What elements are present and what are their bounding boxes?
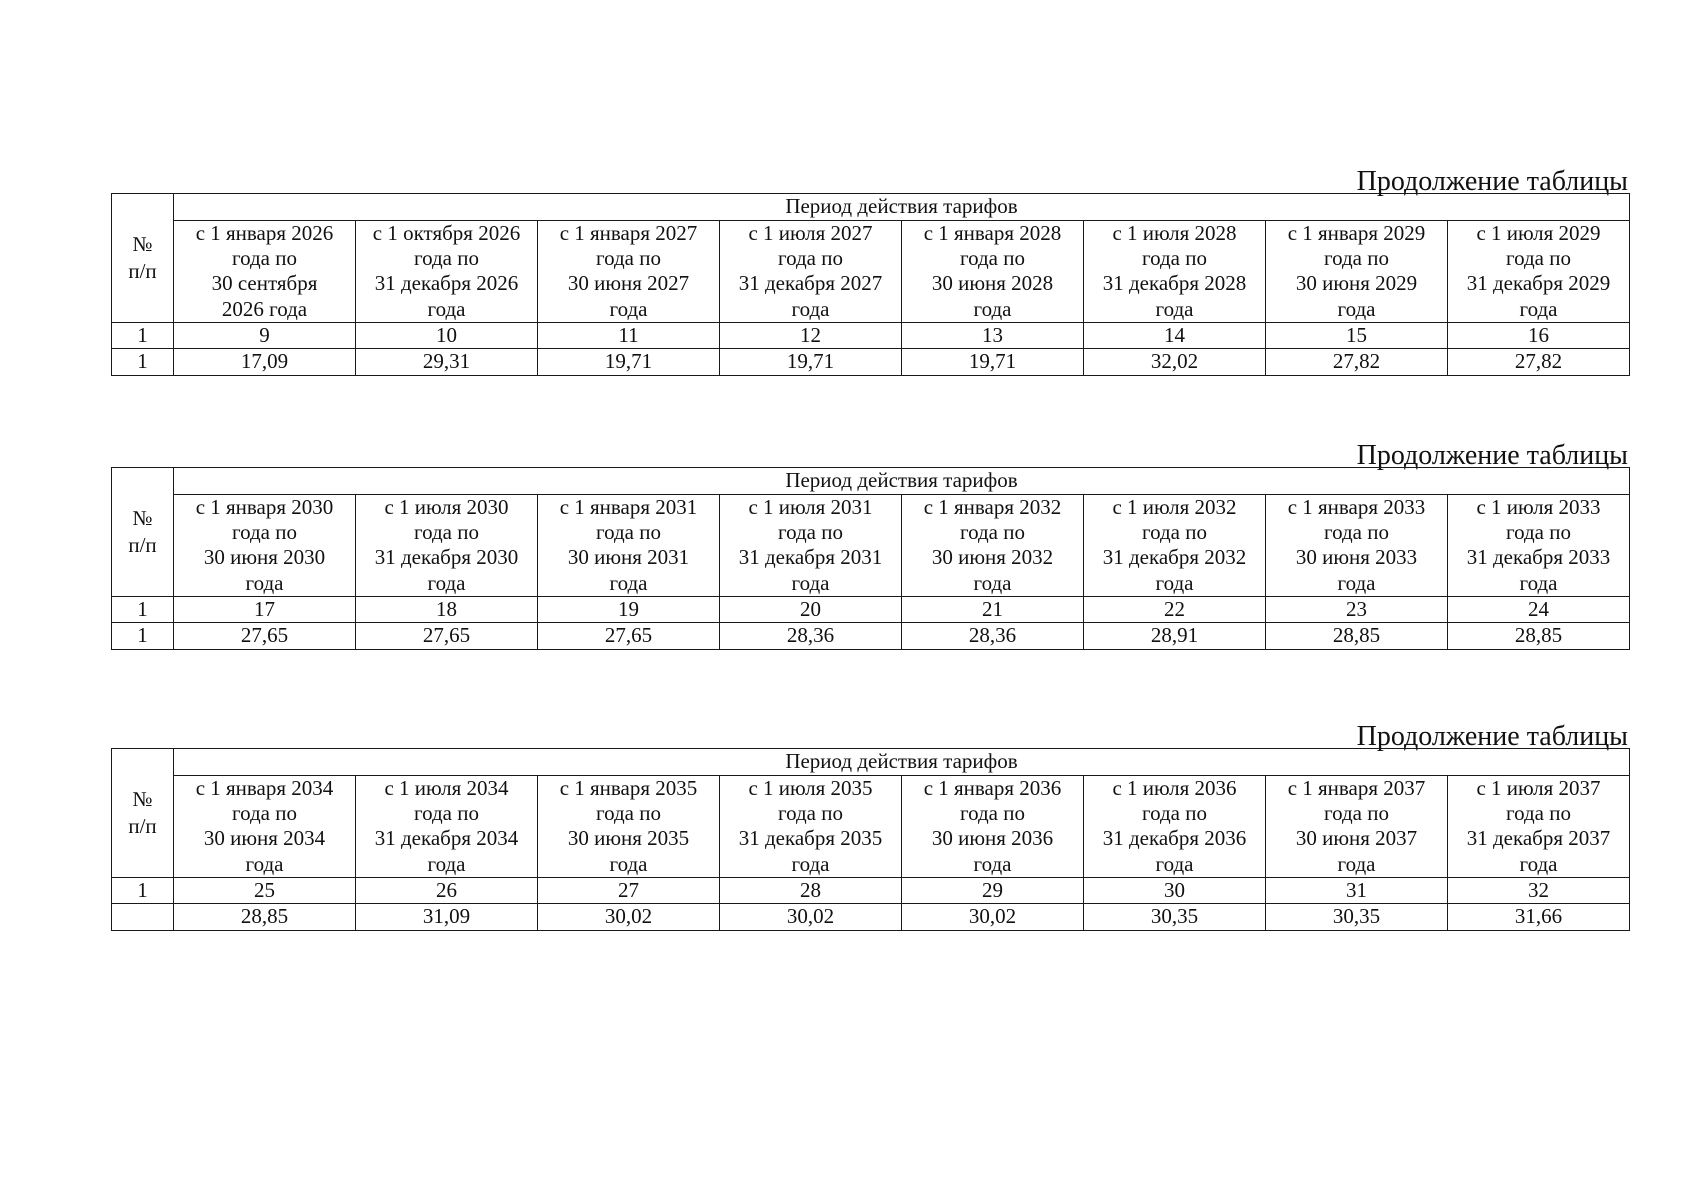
row-number-header — [112, 468, 174, 597]
column-index-cell: 21 — [902, 596, 1084, 622]
row-number-header — [112, 194, 174, 323]
period-header-line: 30 июня 2031 — [567, 545, 690, 570]
period-header-line: года по — [778, 246, 843, 271]
column-index-cell: 9 — [174, 322, 356, 348]
period-header-line: 31 декабря 2028 — [1102, 271, 1247, 296]
tariff-value-cell: 28,36 — [720, 622, 902, 649]
tariff-value-cell: 19,71 — [902, 348, 1084, 375]
column-index-cell: 19 — [538, 596, 720, 622]
period-header-line: 31 декабря 2032 — [1102, 545, 1247, 570]
period-header-line: с 1 января 2029 — [1287, 221, 1426, 245]
column-index-cell: 11 — [538, 322, 720, 348]
period-header-line: года — [609, 570, 648, 595]
tariff-table — [111, 193, 1630, 376]
period-header-line: года по — [414, 520, 479, 545]
column-index-cell: 15 — [1266, 322, 1448, 348]
period-header-line: с 1 января 2031 — [559, 495, 698, 519]
column-index-cell: 31 — [1266, 877, 1448, 903]
period-header-line: 30 июня 2029 — [1295, 271, 1418, 296]
row-number-header-line: п/п — [128, 532, 157, 557]
period-header-line: года — [1519, 296, 1558, 321]
tariff-value-cell: 19,71 — [538, 348, 720, 375]
period-header-line: года по — [1142, 246, 1207, 271]
period-header-line: 30 июня 2037 — [1295, 826, 1418, 851]
column-index-cell: 18 — [356, 596, 538, 622]
period-header-line: с 1 июля 2036 — [1112, 776, 1237, 800]
period-header-line: 30 июня 2036 — [931, 826, 1054, 851]
column-index-cell: 12 — [720, 322, 902, 348]
period-header-line: 31 декабря 2027 — [738, 271, 883, 296]
period-header-line: 30 июня 2030 — [203, 545, 326, 570]
table-caption: Продолжение таблицы — [1356, 721, 1628, 752]
period-group-header: Период действия тарифов — [174, 194, 1630, 221]
period-header-line: с 1 июля 2034 — [384, 776, 509, 800]
period-header-line: года по — [232, 801, 297, 826]
period-header-line: с 1 июля 2028 — [1112, 221, 1237, 245]
period-header-line: года по — [1142, 520, 1207, 545]
period-header-line: 31 декабря 2031 — [738, 545, 883, 570]
period-header-cell — [1266, 221, 1448, 323]
period-header-line: 30 сентября — [211, 271, 318, 296]
tariff-value-cell: 28,85 — [1448, 622, 1630, 649]
period-header-line: 31 декабря 2034 — [374, 826, 519, 851]
period-header-line: года — [973, 296, 1012, 321]
column-index-row — [112, 596, 1630, 622]
period-header-line: года по — [960, 801, 1025, 826]
tariff-value-cell: 30,35 — [1084, 903, 1266, 930]
tariff-value-cell: 19,71 — [720, 348, 902, 375]
header-row — [112, 468, 1630, 495]
row-number-cell — [112, 903, 174, 930]
period-header-line: года — [609, 851, 648, 876]
column-index-cell: 14 — [1084, 322, 1266, 348]
period-header-line: 31 декабря 2026 — [374, 271, 519, 296]
tariff-value-cell: 31,66 — [1448, 903, 1630, 930]
period-header-row — [112, 776, 1630, 878]
tariff-table — [111, 467, 1630, 650]
tariff-value-cell: 29,31 — [356, 348, 538, 375]
tariff-value-row — [112, 903, 1630, 930]
period-header-line: с 1 января 2036 — [923, 776, 1062, 800]
column-index-cell: 27 — [538, 877, 720, 903]
period-header-line: 31 декабря 2033 — [1466, 545, 1611, 570]
column-index-row — [112, 877, 1630, 903]
row-number-cell: 1 — [112, 877, 174, 903]
period-header-line: года — [609, 296, 648, 321]
period-header-line: года — [1337, 570, 1376, 595]
period-header-line: года по — [414, 801, 479, 826]
tariff-value-cell: 27,65 — [538, 622, 720, 649]
tariff-value-cell: 30,35 — [1266, 903, 1448, 930]
period-header-cell — [538, 495, 720, 597]
period-header-line: года по — [596, 246, 661, 271]
period-header-cell — [1448, 495, 1630, 597]
period-header-line: года по — [596, 520, 661, 545]
period-header-cell — [1084, 221, 1266, 323]
period-header-line: с 1 января 2033 — [1287, 495, 1426, 519]
period-header-line: года по — [1324, 246, 1389, 271]
tariff-value-cell: 28,36 — [902, 622, 1084, 649]
tariff-value-row — [112, 622, 1630, 649]
period-header-line: с 1 июля 2032 — [1112, 495, 1237, 519]
column-index-row — [112, 322, 1630, 348]
tariff-value-row — [112, 348, 1630, 375]
period-group-header: Период действия тарифов — [174, 749, 1630, 776]
period-header-line: года — [1337, 296, 1376, 321]
period-header-line: 2026 года — [221, 296, 308, 321]
period-header-cell — [1266, 495, 1448, 597]
period-header-line: с 1 июля 2030 — [384, 495, 509, 519]
period-header-line: года — [791, 851, 830, 876]
period-header-cell — [356, 495, 538, 597]
period-header-cell — [720, 495, 902, 597]
period-header-cell — [1266, 776, 1448, 878]
tariff-table — [111, 748, 1630, 931]
period-header-line: года по — [960, 246, 1025, 271]
period-header-line: года — [245, 570, 284, 595]
period-header-line: 31 декабря 2035 — [738, 826, 883, 851]
period-header-line: 30 июня 2028 — [931, 271, 1054, 296]
period-header-line: года по — [778, 520, 843, 545]
period-header-line: года — [1155, 570, 1194, 595]
period-header-line: года — [245, 851, 284, 876]
row-number-cell: 1 — [112, 596, 174, 622]
period-header-line: 30 июня 2027 — [567, 271, 690, 296]
period-header-cell — [720, 776, 902, 878]
period-header-line: 30 июня 2033 — [1295, 545, 1418, 570]
row-number-header — [112, 749, 174, 878]
period-header-line: года — [1337, 851, 1376, 876]
period-header-cell — [1448, 776, 1630, 878]
period-header-line: с 1 июля 2037 — [1476, 776, 1601, 800]
period-header-line: года по — [414, 246, 479, 271]
column-index-cell: 32 — [1448, 877, 1630, 903]
period-header-line: года по — [232, 246, 297, 271]
period-group-header: Период действия тарифов — [174, 468, 1630, 495]
period-header-line: года — [973, 851, 1012, 876]
period-header-line: с 1 января 2027 — [559, 221, 698, 245]
row-number-header-line: № — [132, 786, 153, 811]
period-header-line: года — [1155, 296, 1194, 321]
period-header-row — [112, 495, 1630, 597]
tariff-value-cell: 28,85 — [174, 903, 356, 930]
row-number-header-line: п/п — [128, 813, 157, 838]
column-index-cell: 29 — [902, 877, 1084, 903]
period-header-line: года по — [1142, 801, 1207, 826]
period-header-line: года — [427, 851, 466, 876]
period-header-line: года по — [1506, 246, 1571, 271]
period-header-line: с 1 января 2035 — [559, 776, 698, 800]
period-header-line: с 1 января 2034 — [195, 776, 334, 800]
tariff-value-cell: 27,65 — [174, 622, 356, 649]
column-index-cell: 28 — [720, 877, 902, 903]
period-header-line: года — [791, 296, 830, 321]
period-header-line: года по — [960, 520, 1025, 545]
period-header-line: года по — [1506, 520, 1571, 545]
period-header-line: года по — [1324, 520, 1389, 545]
period-header-cell — [356, 221, 538, 323]
period-header-line: с 1 июля 2029 — [1476, 221, 1601, 245]
tariff-value-cell: 27,82 — [1266, 348, 1448, 375]
period-header-line: 30 июня 2032 — [931, 545, 1054, 570]
period-header-line: с 1 июля 2033 — [1476, 495, 1601, 519]
period-header-line: года — [1155, 851, 1194, 876]
period-header-line: года — [973, 570, 1012, 595]
tariff-value-cell: 30,02 — [538, 903, 720, 930]
column-index-cell: 20 — [720, 596, 902, 622]
period-header-cell — [1084, 776, 1266, 878]
period-header-cell — [174, 495, 356, 597]
table-caption: Продолжение таблицы — [1356, 440, 1628, 471]
period-header-line: года — [1519, 570, 1558, 595]
period-header-line: с 1 июля 2031 — [748, 495, 873, 519]
period-header-line: с 1 октября 2026 — [372, 221, 521, 245]
tariff-value-cell: 17,09 — [174, 348, 356, 375]
column-index-cell: 17 — [174, 596, 356, 622]
period-header-line: года по — [596, 801, 661, 826]
column-index-cell: 30 — [1084, 877, 1266, 903]
period-header-line: 31 декабря 2030 — [374, 545, 519, 570]
row-number-header-line: п/п — [128, 258, 157, 283]
table-caption: Продолжение таблицы — [1356, 166, 1628, 197]
column-index-cell: 10 — [356, 322, 538, 348]
row-number-cell: 1 — [112, 348, 174, 375]
column-index-cell: 24 — [1448, 596, 1630, 622]
period-header-cell — [902, 495, 1084, 597]
period-header-line: 30 июня 2035 — [567, 826, 690, 851]
tariff-value-cell: 30,02 — [902, 903, 1084, 930]
period-header-line: с 1 января 2026 — [195, 221, 334, 245]
tariff-value-cell: 28,91 — [1084, 622, 1266, 649]
column-index-cell: 23 — [1266, 596, 1448, 622]
period-header-line: года — [791, 570, 830, 595]
period-header-cell — [174, 221, 356, 323]
period-header-line: года по — [1506, 801, 1571, 826]
period-header-cell — [720, 221, 902, 323]
header-row — [112, 194, 1630, 221]
period-header-line: 31 декабря 2029 — [1466, 271, 1611, 296]
period-header-line: с 1 июля 2027 — [748, 221, 873, 245]
column-index-cell: 13 — [902, 322, 1084, 348]
period-header-line: с 1 января 2030 — [195, 495, 334, 519]
tariff-value-cell: 28,85 — [1266, 622, 1448, 649]
period-header-line: с 1 января 2037 — [1287, 776, 1426, 800]
period-header-line: 31 декабря 2036 — [1102, 826, 1247, 851]
period-header-cell — [1084, 495, 1266, 597]
column-index-cell: 26 — [356, 877, 538, 903]
tariff-value-cell: 32,02 — [1084, 348, 1266, 375]
period-header-line: года по — [778, 801, 843, 826]
period-header-cell — [174, 776, 356, 878]
period-header-cell — [902, 776, 1084, 878]
period-header-cell — [1448, 221, 1630, 323]
period-header-cell — [356, 776, 538, 878]
period-header-line: с 1 июля 2035 — [748, 776, 873, 800]
tariff-value-cell: 31,09 — [356, 903, 538, 930]
row-number-cell: 1 — [112, 322, 174, 348]
period-header-line: года по — [232, 520, 297, 545]
row-number-header-line: № — [132, 505, 153, 530]
row-number-header-line: № — [132, 231, 153, 256]
period-header-line: 31 декабря 2037 — [1466, 826, 1611, 851]
column-index-cell: 25 — [174, 877, 356, 903]
period-header-cell — [538, 221, 720, 323]
period-header-cell — [902, 221, 1084, 323]
tariff-value-cell: 30,02 — [720, 903, 902, 930]
period-header-line: 30 июня 2034 — [203, 826, 326, 851]
column-index-cell: 22 — [1084, 596, 1266, 622]
period-header-row — [112, 221, 1630, 323]
period-header-line: с 1 января 2032 — [923, 495, 1062, 519]
column-index-cell: 16 — [1448, 322, 1630, 348]
period-header-line: года — [427, 296, 466, 321]
tariff-value-cell: 27,82 — [1448, 348, 1630, 375]
period-header-cell — [538, 776, 720, 878]
period-header-line: с 1 января 2028 — [923, 221, 1062, 245]
row-number-cell: 1 — [112, 622, 174, 649]
period-header-line: года — [1519, 851, 1558, 876]
period-header-line: года по — [1324, 801, 1389, 826]
tariff-value-cell: 27,65 — [356, 622, 538, 649]
header-row — [112, 749, 1630, 776]
period-header-line: года — [427, 570, 466, 595]
